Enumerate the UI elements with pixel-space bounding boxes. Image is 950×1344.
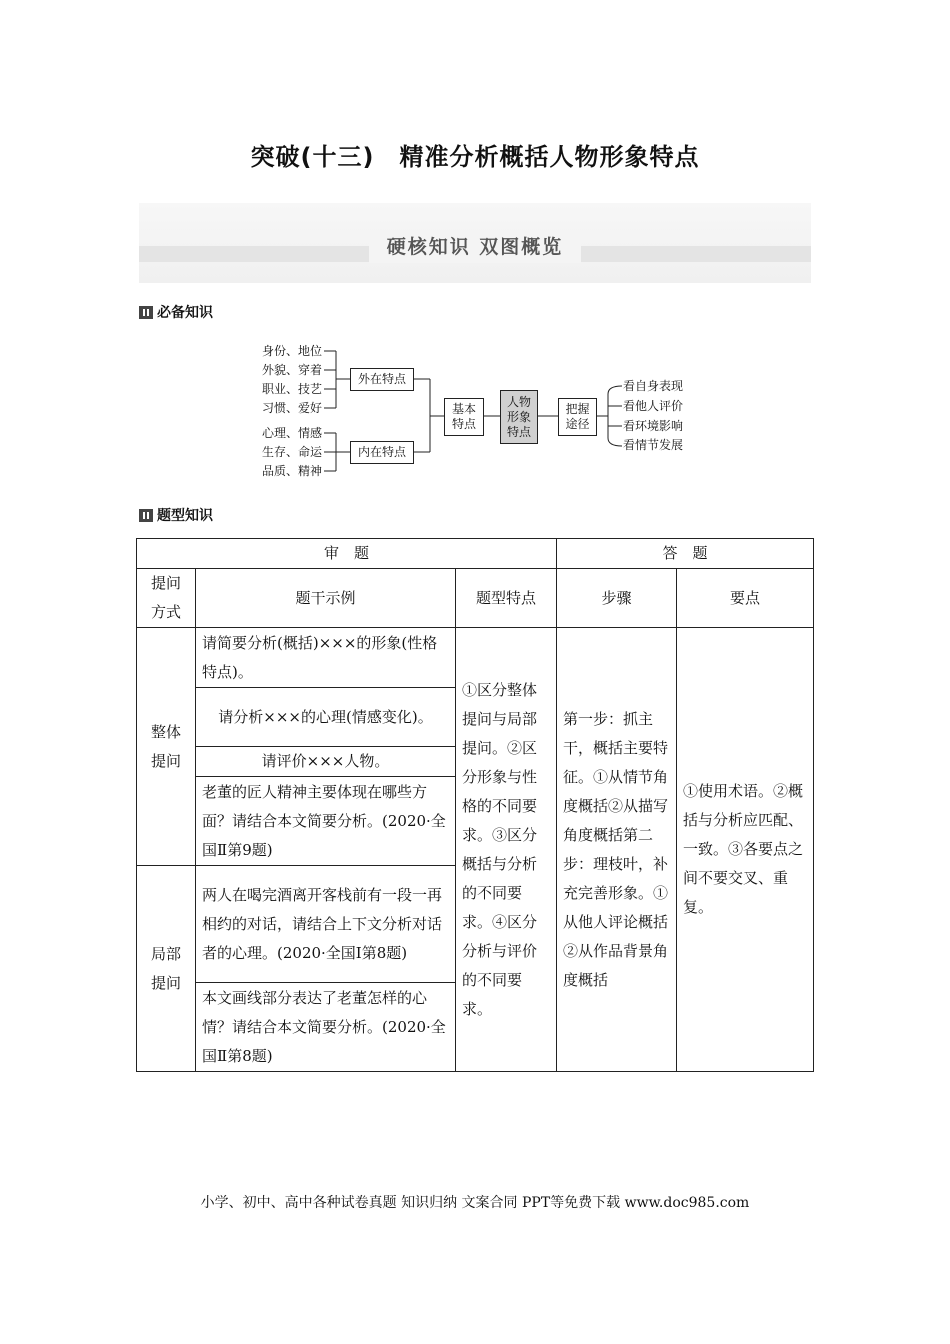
diagram-inner-item: 心理、情感 bbox=[262, 426, 323, 440]
character-traits-label: 特点 bbox=[506, 424, 531, 439]
header-line: 提问 bbox=[150, 574, 181, 592]
header-cell-steps: 步骤 bbox=[557, 569, 677, 628]
inner-traits-label: 内在特点 bbox=[357, 445, 406, 459]
diagram-outer-item: 职业、技艺 bbox=[262, 382, 323, 396]
header-line: 方式 bbox=[150, 603, 181, 621]
diagram-inner-item: 品质、精神 bbox=[262, 464, 323, 478]
header-cell-question-way bbox=[137, 569, 196, 628]
diagram-approach-item: 看自身表现 bbox=[623, 379, 684, 393]
steps-cell: 第一步：抓主干，概括主要特征。①从情节角度概括②从描写角度概括第二步：理枝叶，补充完善形象。①从他人评论概括②从作品背景角度概括 bbox=[557, 628, 677, 1072]
header-cell-example: 题干示例 bbox=[196, 569, 456, 628]
example-cell: 请简要分析(概括)×××的形象(性格特点)。 bbox=[196, 628, 456, 688]
header-cell-feature: 题型特点 bbox=[456, 569, 557, 628]
outer-traits-label: 外在特点 bbox=[357, 372, 406, 386]
points-cell: ①使用术语。②概括与分析应匹配、一致。③各要点之间不要交叉、重复。 bbox=[677, 628, 814, 1072]
diagram-outer-item: 身份、地位 bbox=[262, 344, 323, 358]
diagram-approach-item: 看他人评价 bbox=[623, 399, 684, 413]
character-traits-label: 形象 bbox=[506, 409, 531, 424]
diagram-inner-item: 生存、命运 bbox=[262, 445, 323, 459]
section-marker-icon bbox=[139, 306, 153, 319]
diagram-approach-item: 看情节发展 bbox=[623, 438, 684, 452]
page-footer: 小学、初中、高中各种试卷真题 知识归纳 文案合同 PPT等免费下载 www.doc985.com bbox=[200, 1195, 750, 1211]
header-cell-points: 要点 bbox=[677, 569, 814, 628]
category-line: 局部 bbox=[150, 944, 181, 963]
outer-traits-box bbox=[350, 368, 414, 391]
category-line: 提问 bbox=[150, 973, 181, 992]
feature-cell: ①区分整体提问与局部提问。②区分形象与性格的不同要求。③区分概括与分析的不同要求。④区分分析与评价的不同要求。 bbox=[456, 628, 557, 1072]
example-cell: 请分析×××的心理(情感变化)。 bbox=[196, 688, 456, 747]
table-row bbox=[137, 569, 814, 628]
diagram-approach-item: 看环境影响 bbox=[623, 419, 684, 433]
example-cell: 请评价×××人物。 bbox=[196, 747, 456, 777]
section-banner bbox=[139, 203, 811, 283]
whole-question-cell bbox=[137, 628, 196, 866]
grasp-approach-label: 途径 bbox=[565, 417, 590, 431]
table-row bbox=[137, 539, 814, 569]
header-cell-answer: 答 题 bbox=[557, 539, 814, 569]
section-heading-text: 必备知识 bbox=[157, 305, 213, 321]
section-heading-knowledge bbox=[139, 302, 213, 322]
inner-traits-box bbox=[350, 441, 414, 464]
table-row bbox=[137, 628, 814, 688]
section-heading-question-types bbox=[139, 505, 213, 525]
header-cell-analyze: 审 题 bbox=[137, 539, 557, 569]
example-cell: 老董的匠人精神主要体现在哪些方面？请结合本文简要分析。(2020·全国Ⅱ第9题) bbox=[196, 777, 456, 866]
basic-traits-label: 特点 bbox=[451, 417, 476, 431]
diagram-outer-item: 习惯、爱好 bbox=[262, 401, 323, 415]
page-title: 突破(十三) 精准分析概括人物形象特点 bbox=[250, 143, 700, 171]
example-cell: 本文画线部分表达了老董怎样的心情？请结合本文简要分析。(2020·全国Ⅱ第8题) bbox=[196, 983, 456, 1072]
example-cell: 两人在喝完酒离开客栈前有一段一再相约的对话，请结合上下文分析对话者的心理。(2020·全国Ⅰ第8题) bbox=[196, 866, 456, 983]
character-traits-label: 人物 bbox=[506, 394, 531, 409]
question-type-table bbox=[136, 538, 814, 1072]
part-question-cell bbox=[137, 866, 196, 1072]
grasp-approach-label: 把握 bbox=[565, 402, 590, 416]
category-line: 提问 bbox=[150, 751, 181, 770]
basic-traits-box bbox=[444, 398, 484, 436]
section-marker-icon bbox=[139, 509, 153, 522]
section-heading-text: 题型知识 bbox=[157, 508, 213, 524]
character-traits-box bbox=[500, 390, 538, 444]
banner-title: 硬核知识 双图概览 bbox=[369, 231, 581, 263]
knowledge-diagram bbox=[258, 338, 698, 484]
grasp-approach-box bbox=[558, 398, 597, 436]
diagram-outer-item: 外貌、穿着 bbox=[262, 363, 323, 377]
category-line: 整体 bbox=[150, 722, 181, 741]
basic-traits-label: 基本 bbox=[451, 402, 476, 416]
